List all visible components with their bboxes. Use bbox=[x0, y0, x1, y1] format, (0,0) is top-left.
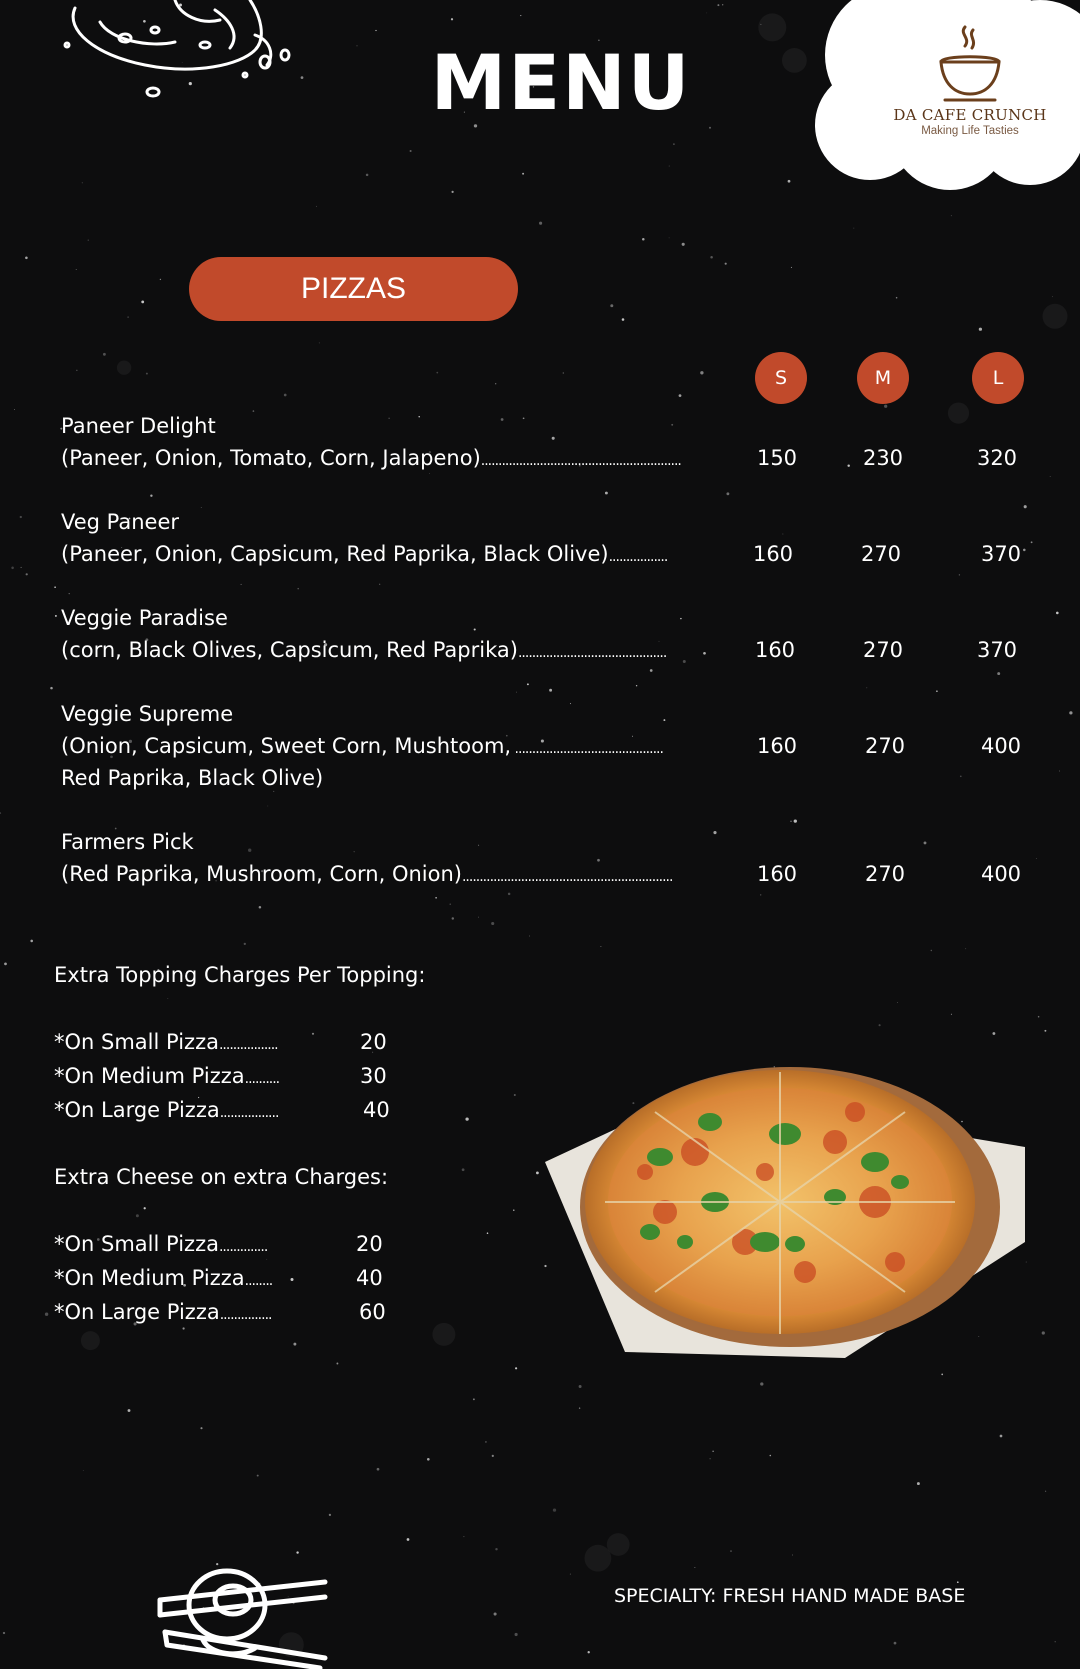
item-name: Farmers Pick bbox=[61, 830, 194, 854]
price-medium: 270 bbox=[864, 862, 906, 886]
price-large: 370 bbox=[980, 542, 1022, 566]
extra-topping-line: *On Medium Pizza.......... bbox=[54, 1064, 280, 1088]
size-small-badge: S bbox=[755, 352, 807, 404]
leader-dots: ............................................................. bbox=[461, 869, 673, 885]
leader-dots: .............. bbox=[218, 1239, 268, 1255]
size-medium-badge: M bbox=[857, 352, 909, 404]
page-title: MENU bbox=[430, 38, 692, 127]
leader-dots: .......................................................... bbox=[480, 453, 681, 469]
extra-topping-heading: Extra Topping Charges Per Topping: bbox=[54, 963, 426, 987]
extra-cheese-line: *On Medium Pizza........ bbox=[54, 1266, 273, 1290]
sushi-chopsticks-icon bbox=[155, 1560, 335, 1669]
price-medium: 270 bbox=[862, 638, 904, 662]
price-large: 400 bbox=[980, 862, 1022, 886]
item-description-line2: Red Paprika, Black Olive) bbox=[61, 766, 324, 790]
leader-dots: ................. bbox=[219, 1105, 279, 1121]
item-description: (Red Paprika, Mushroom, Corn, Onion)............................................................. bbox=[61, 862, 673, 886]
extra-cheese-line: *On Small Pizza.............. bbox=[54, 1232, 268, 1256]
price-small: 160 bbox=[752, 542, 794, 566]
specialty-text: SPECIALTY: FRESH HAND MADE BASE bbox=[614, 1585, 966, 1607]
price-medium: 230 bbox=[862, 446, 904, 470]
item-name: Veggie Paradise bbox=[61, 606, 228, 630]
extra-topping-price: 20 bbox=[360, 1030, 387, 1054]
leader-dots: ........................................... bbox=[517, 645, 667, 661]
extra-topping-price: 40 bbox=[363, 1098, 390, 1122]
leader-dots: ................. bbox=[608, 549, 668, 565]
extra-cheese-price: 60 bbox=[359, 1300, 386, 1324]
extra-topping-line: *On Small Pizza................. bbox=[54, 1030, 278, 1054]
logo-tagline: Making Life Tasties bbox=[921, 125, 1019, 137]
price-small: 150 bbox=[756, 446, 798, 470]
extra-cheese-price: 40 bbox=[356, 1266, 383, 1290]
item-description: (Paneer, Onion, Capsicum, Red Paprika, Black Olive)................. bbox=[61, 542, 668, 566]
price-medium: 270 bbox=[864, 734, 906, 758]
extra-topping-line: *On Large Pizza................. bbox=[54, 1098, 279, 1122]
leader-dots: ........ bbox=[244, 1273, 273, 1289]
leader-dots: ................. bbox=[218, 1037, 278, 1053]
price-large: 320 bbox=[976, 446, 1018, 470]
item-description: (Onion, Capsicum, Sweet Corn, Mushtoom, ........................................... bbox=[61, 734, 663, 758]
pizza-photo bbox=[545, 1052, 1025, 1358]
price-small: 160 bbox=[756, 734, 798, 758]
leader-dots: ............... bbox=[219, 1307, 272, 1323]
item-name: Veggie Supreme bbox=[61, 702, 234, 726]
leader-dots: .......... bbox=[244, 1071, 280, 1087]
price-large: 400 bbox=[980, 734, 1022, 758]
price-small: 160 bbox=[754, 638, 796, 662]
extra-cheese-line: *On Large Pizza............... bbox=[54, 1300, 272, 1324]
price-small: 160 bbox=[756, 862, 798, 886]
coffee-cup-icon bbox=[935, 22, 1005, 104]
item-name: Paneer Delight bbox=[61, 414, 216, 438]
price-medium: 270 bbox=[860, 542, 902, 566]
extra-cheese-heading: Extra Cheese on extra Charges: bbox=[54, 1165, 389, 1189]
item-name: Veg Paneer bbox=[61, 510, 180, 534]
logo-name: DA CAFE CRUNCH bbox=[893, 106, 1047, 124]
item-description: (corn, Black Olives, Capsicum, Red Paprika)........................................... bbox=[61, 638, 667, 662]
extra-cheese-price: 20 bbox=[356, 1232, 383, 1256]
extra-topping-price: 30 bbox=[360, 1064, 387, 1088]
leader-dots: ........................................... bbox=[511, 741, 663, 757]
price-large: 370 bbox=[976, 638, 1018, 662]
item-description: (Paneer, Onion, Tomato, Corn, Jalapeno).......................................................... bbox=[61, 446, 681, 470]
size-large-badge: L bbox=[972, 352, 1024, 404]
section-pizzas: PIZZAS bbox=[189, 257, 518, 321]
